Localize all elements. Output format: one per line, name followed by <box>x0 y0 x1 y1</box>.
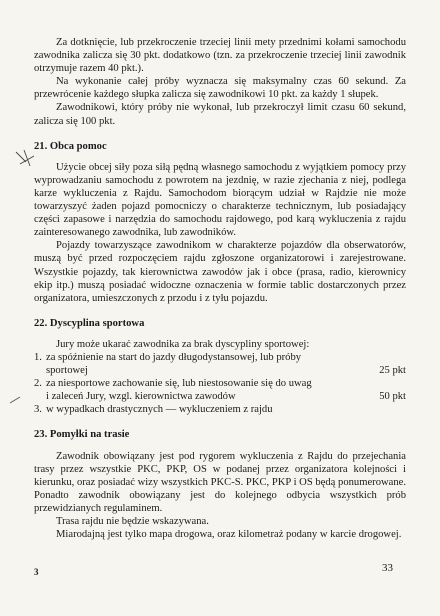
paragraph: Jury może ukarać zawodnika za brak dyscypliny sportowej: <box>56 338 310 350</box>
paragraph: Na wykonanie całej próby wyznacza się maksymalny czas 60 sekund. Za przewrócenie każdego słupka zalicza się zawodnikowi 10 pkt. za każdy 1 słupek. <box>34 76 406 101</box>
list-item <box>34 377 406 403</box>
signature-mark: 3 <box>34 567 39 577</box>
paragraph: Zawodnikowi, który próby nie wykonał, lub przekroczył limit czasu 60 sekund, zalicza się 100 pkt. <box>34 102 406 127</box>
penalty-points: 25 pkt <box>379 365 406 377</box>
penalty-points: 50 pkt <box>379 391 406 403</box>
page-number: 33 <box>382 562 393 574</box>
list-text: za niesportowe zachowanie się, lub niestosowanie się do uwag <box>46 378 312 390</box>
list-number: 1. <box>34 351 42 363</box>
paragraph: Pojazdy towarzyszące zawodnikom w charakterze pojazdów dla obserwatorów, muszą być przed rozpoczęciem rajdu zgłoszone organizatorowi i zarejestrowane. Wszystkie pojazdy, tak kierownictwa zawodów jak i obce (prasa, radio, kierownicy ekip itp.) muszą posiadać widoczne oznaczenia w formie tablic dostarczonych przez organizatora, umieszczonych z przodu i z tyłu pojazdu. <box>34 240 406 304</box>
list-item <box>34 403 406 416</box>
list-text: i zaleceń Jury, wzgl. kierownictwa zawodów <box>46 391 236 403</box>
list-number: 3. <box>34 404 42 416</box>
paragraph: Za dotknięcie, lub przekroczenie trzeciej linii mety przednimi kołami samochodu zawodnika zalicza się 30 pkt. dodatkowo (tzn. za przekroczenie trzeciej linii zawodnik otrzymuje razem 40 pkt.). <box>34 37 406 75</box>
section-heading: 21. Obca pomoc <box>34 140 107 152</box>
paragraph: Zawodnik obowiązany jest pod rygorem wykluczenia z Rajdu do przejechania trasy przez wszystkie PKC, PKP, OS w podanej przez organizatora kolejności i kierunku, oraz posiadać wizy wszystkich PKC-S. PKC, PKP i OS będą ponumerowane. Ponadto zawodnik obowiązany jest do kolejnego odbycia wszystkich prób przewidzianych regulaminem. <box>34 450 406 514</box>
section-heading: 23. Pomyłki na trasie <box>34 429 130 441</box>
paragraph: Użycie obcej siły poza siłą pędną własnego samochodu z wyjątkiem pomocy przy wyprowadzaniu samochodu z powrotem na jezdnię, w razie zjechania z niej, podlega karze wykluczenia z Rajdu. Samochodom biorącym udział w Rajdzie nie może towarzyszyć żaden pojazd pomocniczy o charakterze technicznym, lub posiadający części zapasowe i narzędzia do samochodu rajdowego, pod karą wykluczenia z rajdu zainteresowanego zawodnika, lub zawodników. <box>34 161 406 239</box>
list-text: w wypadkach drastycznych — wykluczeniem z rajdu <box>46 404 273 416</box>
list-text: za spóźnienie na start do jazdy długodystansowej, lub próby <box>46 351 302 363</box>
list-number: 2. <box>34 378 42 390</box>
pen-mark <box>8 393 22 407</box>
list-text: sportowej <box>46 365 88 377</box>
document-page <box>34 36 406 541</box>
paragraph: Trasa rajdu nie będzie wskazywana. <box>56 516 209 527</box>
list-item <box>34 351 406 377</box>
paragraph: Miarodajną jest tylko mapa drogowa, oraz kilometraż podany w karcie drogowej. <box>56 529 402 541</box>
section-heading: 22. Dyscyplina sportowa <box>34 317 145 329</box>
